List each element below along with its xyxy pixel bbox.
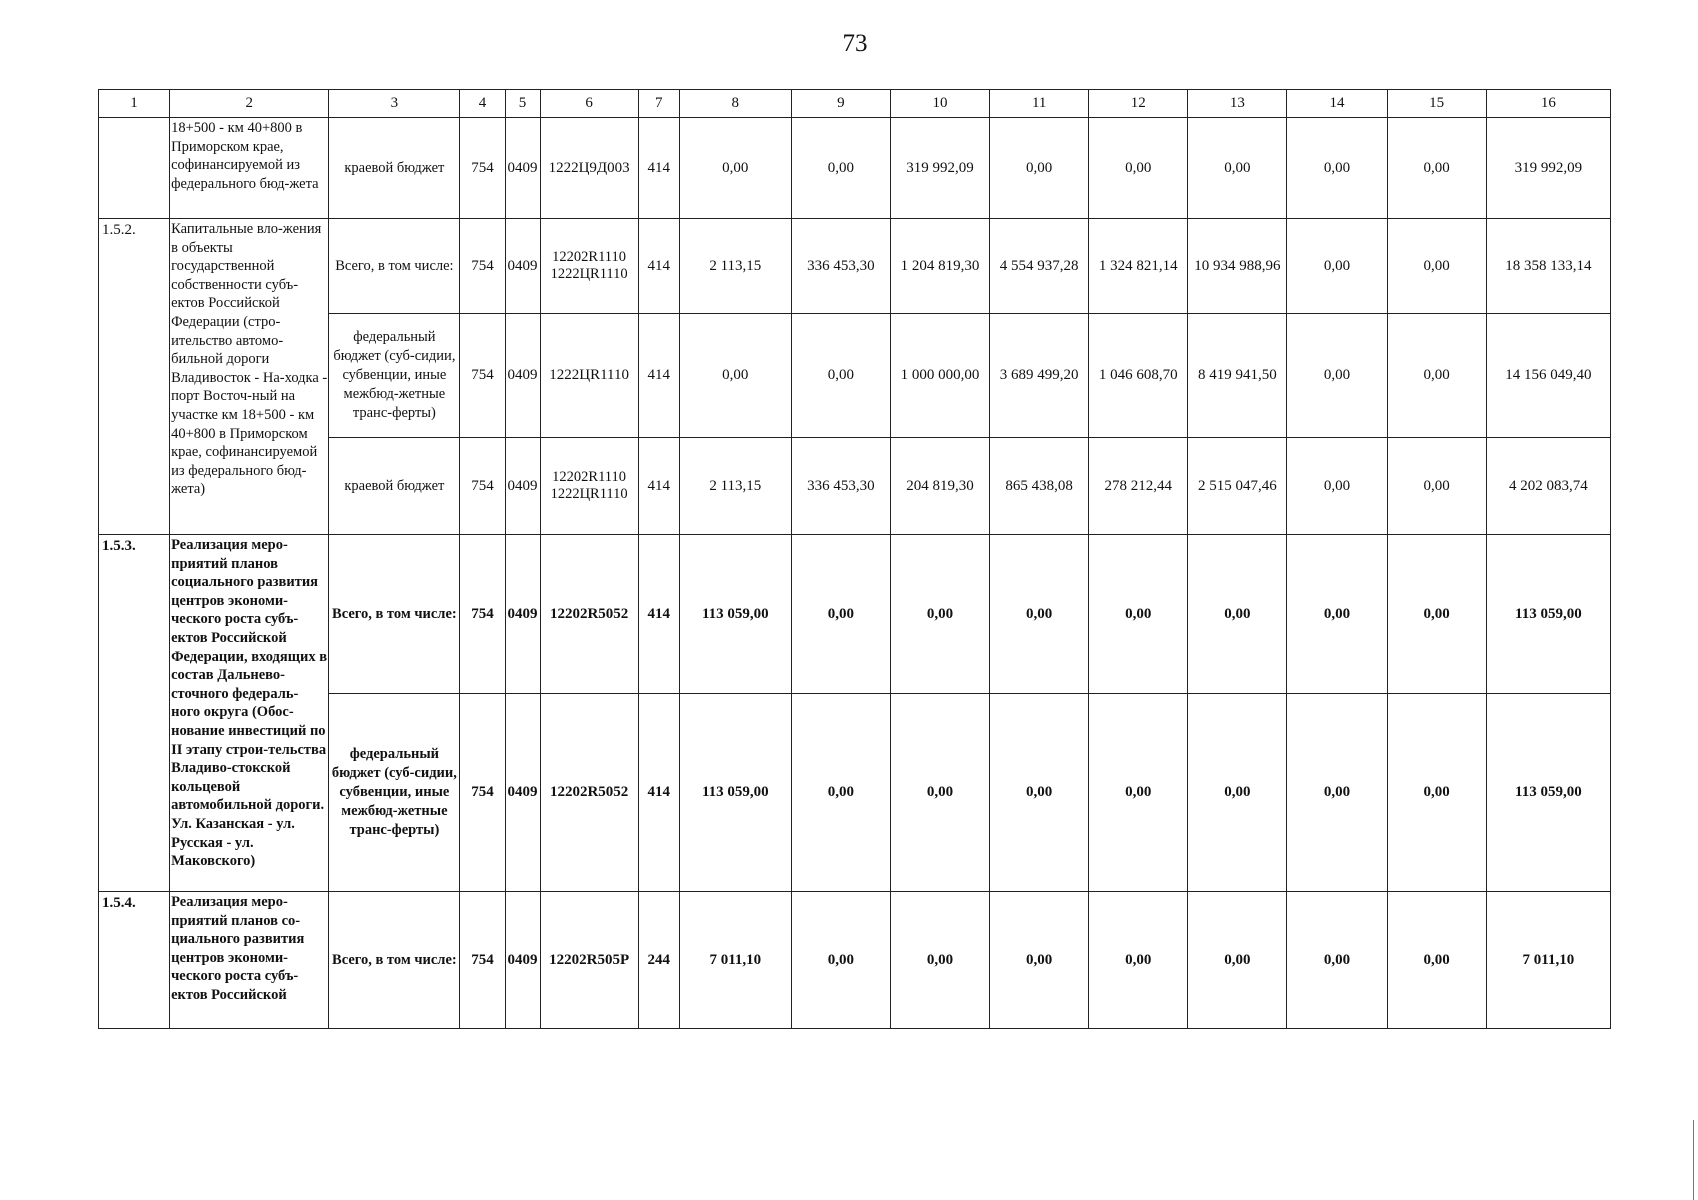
- header-cell: 11: [990, 90, 1089, 118]
- cell: 754: [460, 219, 505, 314]
- cell: 0,00: [1287, 314, 1387, 438]
- column-number-row: [99, 90, 1611, 118]
- header-cell: 9: [791, 90, 890, 118]
- row-number-cell: 1.5.3.: [99, 535, 170, 892]
- cell: 414: [638, 219, 679, 314]
- cell: 0409: [505, 535, 540, 694]
- cell: 414: [638, 314, 679, 438]
- cell: 14 156 049,40: [1486, 314, 1610, 438]
- cell: 1222Ц9Д003: [540, 118, 638, 219]
- cell: 18 358 133,14: [1486, 219, 1610, 314]
- cell: 336 453,30: [791, 438, 890, 535]
- code-line: 1222ЦR1110: [550, 266, 628, 282]
- cell: 754: [460, 694, 505, 892]
- cell: 0,00: [1287, 118, 1387, 219]
- code-line: 12202R1110: [552, 469, 627, 485]
- budget-table: [98, 89, 1611, 1029]
- scan-edge-line: [1693, 1120, 1694, 1200]
- cell: 3 689 499,20: [990, 314, 1089, 438]
- cell: 0,00: [890, 892, 989, 1029]
- cell: 113 059,00: [679, 694, 791, 892]
- cell: 0,00: [990, 118, 1089, 219]
- cell: 0409: [505, 219, 540, 314]
- cell: 2 515 047,46: [1188, 438, 1287, 535]
- cell: 244: [638, 892, 679, 1029]
- cell: 113 059,00: [1486, 694, 1610, 892]
- header-cell: 1: [99, 90, 170, 118]
- cell: 1 000 000,00: [890, 314, 989, 438]
- page-number: 73: [842, 30, 868, 57]
- cell: 0,00: [1188, 694, 1287, 892]
- cell: 204 819,30: [890, 438, 989, 535]
- cell: 0,00: [679, 118, 791, 219]
- funding-source-cell: Всего, в том числе:: [329, 535, 460, 694]
- cell: 0,00: [1188, 535, 1287, 694]
- cell: 1222ЦR1110: [540, 314, 638, 438]
- cell: 12202R5052: [540, 694, 638, 892]
- table-row: [99, 219, 1611, 314]
- cell: 319 992,09: [890, 118, 989, 219]
- cell: 0,00: [990, 694, 1089, 892]
- cell: 0,00: [1387, 314, 1486, 438]
- header-cell: 16: [1486, 90, 1610, 118]
- cell: 0,00: [1387, 892, 1486, 1029]
- cell: 0,00: [791, 314, 890, 438]
- cell: 0,00: [1387, 694, 1486, 892]
- header-cell: 12: [1089, 90, 1188, 118]
- table-row: [99, 892, 1611, 1029]
- cell: 1 324 821,14: [1089, 219, 1188, 314]
- cell: 414: [638, 694, 679, 892]
- code-line: 12202R1110: [552, 249, 627, 265]
- cell: 0,00: [791, 694, 890, 892]
- cell: 2 113,15: [679, 438, 791, 535]
- cell: 0,00: [1387, 438, 1486, 535]
- cell: 754: [460, 892, 505, 1029]
- cell: 0,00: [990, 892, 1089, 1029]
- cell: [540, 219, 638, 314]
- cell: 754: [460, 314, 505, 438]
- cell: 754: [460, 438, 505, 535]
- row-number-cell: [99, 118, 170, 219]
- row-number-cell: 1.5.2.: [99, 219, 170, 535]
- cell: 414: [638, 438, 679, 535]
- cell: 0409: [505, 694, 540, 892]
- cell: 2 113,15: [679, 219, 791, 314]
- cell: 0,00: [1089, 694, 1188, 892]
- item-name-cell: Реализация меро-приятий планов со-циального развития центров экономи-ческого роста субъ-ектов Российской: [170, 892, 329, 1029]
- cell: 0,00: [1287, 438, 1387, 535]
- header-cell: 3: [329, 90, 460, 118]
- cell: 12202R505P: [540, 892, 638, 1029]
- cell: 113 059,00: [1486, 535, 1610, 694]
- header-cell: 13: [1188, 90, 1287, 118]
- cell: 754: [460, 118, 505, 219]
- funding-source-cell: Всего, в том числе:: [329, 892, 460, 1029]
- funding-source-cell: федеральный бюджет (суб-сидии, субвенции, иные межбюд-жетные транс-ферты): [329, 694, 460, 892]
- cell: 414: [638, 118, 679, 219]
- header-cell: 6: [540, 90, 638, 118]
- cell: 319 992,09: [1486, 118, 1610, 219]
- cell: 0,00: [1089, 535, 1188, 694]
- cell: 0,00: [1287, 694, 1387, 892]
- item-name-cell: Капитальные вло-жения в объекты государственной собственности субъ-ектов Российской Федерации (стро-ительство автомо-бильной дороги Владивосток - На-ходка - порт Восточ-ный на участке км 18+500 - км 40+800 в Приморском крае, софинансируемой из федерального бюд-жета): [170, 219, 329, 535]
- cell: 0,00: [1287, 219, 1387, 314]
- funding-source-cell: Всего, в том числе:: [329, 219, 460, 314]
- cell: 0,00: [791, 535, 890, 694]
- code-line: 1222ЦR1110: [550, 486, 628, 502]
- cell: 0,00: [1387, 535, 1486, 694]
- cell: 0,00: [890, 535, 989, 694]
- cell: 0,00: [1387, 219, 1486, 314]
- header-cell: 14: [1287, 90, 1387, 118]
- cell: 4 554 937,28: [990, 219, 1089, 314]
- cell: 113 059,00: [679, 535, 791, 694]
- header-cell: 7: [638, 90, 679, 118]
- cell: 0409: [505, 118, 540, 219]
- cell: 0,00: [791, 892, 890, 1029]
- cell: 0,00: [1188, 892, 1287, 1029]
- cell: 8 419 941,50: [1188, 314, 1287, 438]
- header-cell: 15: [1387, 90, 1486, 118]
- cell: 1 046 608,70: [1089, 314, 1188, 438]
- cell: 12202R5052: [540, 535, 638, 694]
- funding-source-cell: краевой бюджет: [329, 118, 460, 219]
- cell: 7 011,10: [1486, 892, 1610, 1029]
- cell: 278 212,44: [1089, 438, 1188, 535]
- cell: 10 934 988,96: [1188, 219, 1287, 314]
- funding-source-cell: федеральный бюджет (суб-сидии, субвенции, иные межбюд-жетные транс-ферты): [329, 314, 460, 438]
- row-number-cell: 1.5.4.: [99, 892, 170, 1029]
- header-cell: 4: [460, 90, 505, 118]
- cell: 1 204 819,30: [890, 219, 989, 314]
- cell: 0,00: [890, 694, 989, 892]
- cell: 414: [638, 535, 679, 694]
- header-cell: 2: [170, 90, 329, 118]
- cell: 4 202 083,74: [1486, 438, 1610, 535]
- cell: 0,00: [1089, 118, 1188, 219]
- item-name-cell: 18+500 - км 40+800 в Приморском крае, софинансируемой из федерального бюд-жета: [170, 118, 329, 219]
- table-row: [99, 118, 1611, 219]
- cell: 754: [460, 535, 505, 694]
- cell: 0,00: [679, 314, 791, 438]
- header-cell: 8: [679, 90, 791, 118]
- cell: 0409: [505, 314, 540, 438]
- cell: 0409: [505, 438, 540, 535]
- cell: 0,00: [1287, 892, 1387, 1029]
- cell: 0409: [505, 892, 540, 1029]
- cell: [540, 438, 638, 535]
- cell: 7 011,10: [679, 892, 791, 1029]
- cell: 0,00: [1287, 535, 1387, 694]
- funding-source-cell: краевой бюджет: [329, 438, 460, 535]
- header-cell: 5: [505, 90, 540, 118]
- header-cell: 10: [890, 90, 989, 118]
- cell: 0,00: [1387, 118, 1486, 219]
- table-row: [99, 535, 1611, 694]
- cell: 0,00: [990, 535, 1089, 694]
- item-name-cell: Реализация меро-приятий планов социального развития центров экономи-ческого роста субъ-ектов Российской Федерации, входящих в состав Дальнево-сточного федераль-ного округа (Обос-нование инвестиций по II этапу строи-тельства Владиво-стокской кольцевой автомобильной дороги. Ул. Казанская - ул. Русская - ул. Маковского): [170, 535, 329, 892]
- cell: 0,00: [1089, 892, 1188, 1029]
- cell: 336 453,30: [791, 219, 890, 314]
- cell: 0,00: [1188, 118, 1287, 219]
- cell: 865 438,08: [990, 438, 1089, 535]
- cell: 0,00: [791, 118, 890, 219]
